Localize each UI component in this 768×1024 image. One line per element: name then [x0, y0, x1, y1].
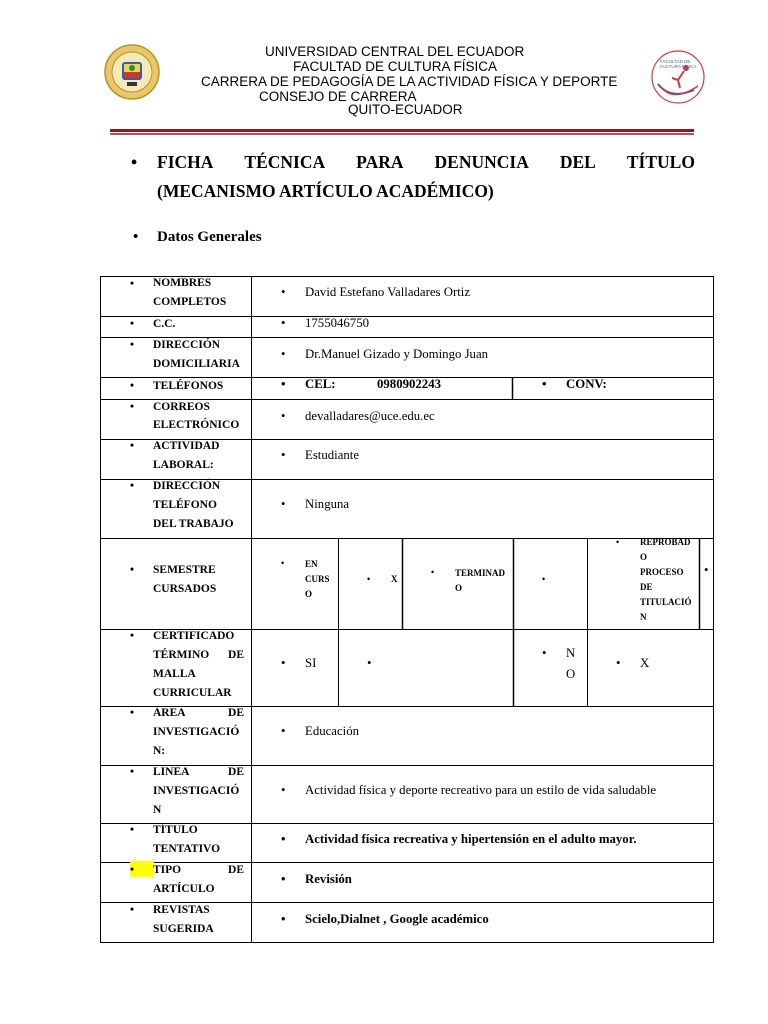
value-area: Educación	[305, 724, 360, 738]
value-bullet: •	[281, 724, 286, 738]
value-bullet: •	[281, 409, 286, 423]
title-word: TÍTULO	[626, 152, 695, 172]
city-name: QUITO-ECUADOR	[348, 102, 463, 117]
row-bullet: •	[130, 707, 135, 719]
label-tipo-line2: ARTÍCULO	[153, 883, 215, 895]
label-telefonos: TELÉFONOS	[153, 380, 224, 392]
value-bullet: •	[281, 872, 286, 886]
value-bullet: •	[281, 377, 286, 391]
label-correos-line2: ELECTRÓNICO	[153, 419, 240, 431]
option-en-curso-2: CURS	[305, 574, 330, 584]
label-certificado-line4: CURRICULAR	[153, 687, 232, 699]
label-nombres-line2: COMPLETOS	[153, 296, 227, 308]
option-si: SI	[305, 656, 317, 670]
label-cel: CEL:	[305, 377, 336, 391]
label-nombres-line1: NOMBRES	[153, 277, 212, 289]
label-direccion-line2: DOMICILIARIA	[153, 358, 240, 370]
label-titulo-line2: TENTATIVO	[153, 843, 221, 855]
bullet: •	[131, 152, 138, 172]
council-name: CONSEJO DE CARRERA	[259, 89, 417, 104]
label-actividad-line1: ACTIVIDAD	[153, 440, 220, 452]
option-bullet: •	[542, 646, 547, 660]
option-bullet: •	[431, 567, 435, 577]
row-bullet: •	[130, 401, 135, 413]
row-bullet: •	[130, 278, 135, 290]
value-bullet: •	[281, 448, 286, 462]
row-bullet: •	[130, 380, 135, 392]
option-terminado-1: TERMINAD	[455, 568, 506, 578]
title-subtitle: (MECANISMO ARTÍCULO ACADÉMICO)	[157, 181, 494, 201]
row-bullet: •	[130, 480, 135, 492]
label-actividad-line2: LABORAL:	[153, 459, 214, 471]
option-reprobado-6: N	[640, 612, 647, 622]
option-bullet: •	[704, 563, 709, 577]
value-direccion: Dr.Manuel Gizado y Domingo Juan	[305, 347, 489, 361]
value-bullet: •	[281, 285, 286, 299]
title-word: TÉCNICA	[244, 152, 326, 172]
option-no-1: N	[566, 646, 576, 660]
label-area-line2: INVESTIGACIÓ	[153, 726, 240, 738]
label-certificado-line2: TÉRMINO DE	[153, 649, 244, 661]
value-bullet: •	[281, 316, 286, 330]
highlight-mark: •	[130, 861, 154, 877]
svg-text:FACULTAD DE: FACULTAD DE	[660, 59, 691, 64]
option-bullet: •	[542, 574, 546, 584]
label-certificado-line1: CERTIFICADO	[153, 630, 235, 642]
option-bullet: •	[616, 537, 620, 547]
option-reprobado-1: REPROBAD	[640, 537, 691, 547]
title-word: DEL	[559, 152, 596, 172]
label-semestre-line2: CURSADOS	[153, 583, 217, 595]
value-bullet: •	[281, 912, 286, 926]
option-bullet: •	[616, 656, 621, 670]
row-bullet: •	[130, 766, 135, 778]
label-correos-line1: CORREOS	[153, 401, 210, 413]
option-bullet: •	[281, 656, 286, 670]
option-reprobado-5: TITULACIÓ	[640, 597, 692, 607]
option-reprobado-4: DE	[640, 582, 653, 592]
row-bullet: •	[130, 318, 135, 330]
value-nombres: David Estefano Valladares Ortiz	[305, 285, 470, 299]
value-linea: Actividad física y deporte recreativo para un estilo de vida saludable	[305, 783, 657, 797]
row-bullet: •	[130, 630, 135, 642]
option-reprobado-2: O	[640, 552, 648, 562]
label-cc: C.C.	[153, 318, 176, 330]
label-tipo-line1: TIPO DE	[153, 864, 244, 876]
option-terminado-2: O	[455, 583, 463, 593]
career-name: CARRERA DE PEDAGOGÍA DE LA ACTIVIDAD FÍSICA Y DEPORTE	[201, 74, 618, 89]
label-semestre-line1: SEMESTRE	[153, 564, 216, 576]
value-cc: 1755046750	[305, 316, 369, 330]
option-en-curso-1: EN	[305, 559, 318, 569]
option-no-2: O	[566, 667, 576, 681]
value-titulo: Actividad física recreativa y hipertensión en el adulto mayor.	[305, 832, 637, 846]
option-bullet: •	[367, 574, 371, 584]
value-trabajo: Ninguna	[305, 497, 350, 511]
title-word: DENUNCIA	[434, 152, 529, 172]
label-direccion-line1: DIRECCIÓN	[153, 339, 221, 351]
section-heading-text: Datos Generales	[157, 229, 262, 245]
value-bullet: •	[281, 497, 286, 511]
faculty-name: FACULTAD DE CULTURA FÍSICA	[293, 59, 498, 74]
label-titulo-line1: TÍTULO	[153, 824, 198, 836]
certificado-mark: X	[640, 656, 650, 670]
university-name: UNIVERSIDAD CENTRAL DEL ECUADOR	[265, 44, 525, 59]
label-area-line1: ÁREA DE	[153, 707, 244, 719]
value-bullet: •	[281, 783, 286, 797]
value-bullet: •	[281, 347, 286, 361]
label-conv: CONV:	[566, 377, 607, 391]
value-bullet: •	[281, 832, 286, 846]
value-actividad: Estudiante	[305, 448, 360, 462]
label-trabajo-line2: TELÉFONO	[153, 499, 217, 511]
row-bullet: •	[130, 904, 135, 916]
label-revistas-line1: REVISTAS	[153, 904, 210, 916]
label-linea-line1: LINEA DE	[153, 766, 244, 778]
value-tipo: Revisión	[305, 872, 352, 886]
svg-text:CULTURA FÍSICA: CULTURA FÍSICA	[660, 64, 697, 69]
row-bullet: •	[130, 564, 135, 576]
option-reprobado-3: PROCESO	[640, 567, 684, 577]
option-bullet: •	[367, 656, 372, 670]
value-revistas: Scielo,Dialnet , Google académico	[305, 912, 489, 926]
label-linea-line2: INVESTIGACIÓ	[153, 785, 240, 797]
label-certificado-line3: MALLA	[153, 668, 196, 680]
value-correo: devalladares@uce.edu.ec	[305, 409, 435, 423]
value-cel: 0980902243	[377, 377, 441, 391]
row-bullet: •	[130, 440, 135, 452]
label-trabajo-line3: DEL TRABAJO	[153, 518, 234, 530]
label-area-line3: N:	[153, 745, 166, 757]
row-bullet: •	[130, 824, 135, 836]
option-en-curso-3: O	[305, 589, 313, 599]
title-word: FICHA	[157, 152, 214, 172]
label-trabajo-line1: DIRECCIÓN	[153, 480, 221, 492]
option-bullet: •	[281, 558, 285, 568]
en-curso-mark: X	[391, 574, 398, 584]
value-bullet: •	[542, 377, 547, 391]
label-linea-line3: N	[153, 804, 162, 816]
row-bullet: •	[130, 339, 135, 351]
title-word: PARA	[356, 152, 404, 172]
label-revistas-line2: SUGERIDA	[153, 923, 214, 935]
